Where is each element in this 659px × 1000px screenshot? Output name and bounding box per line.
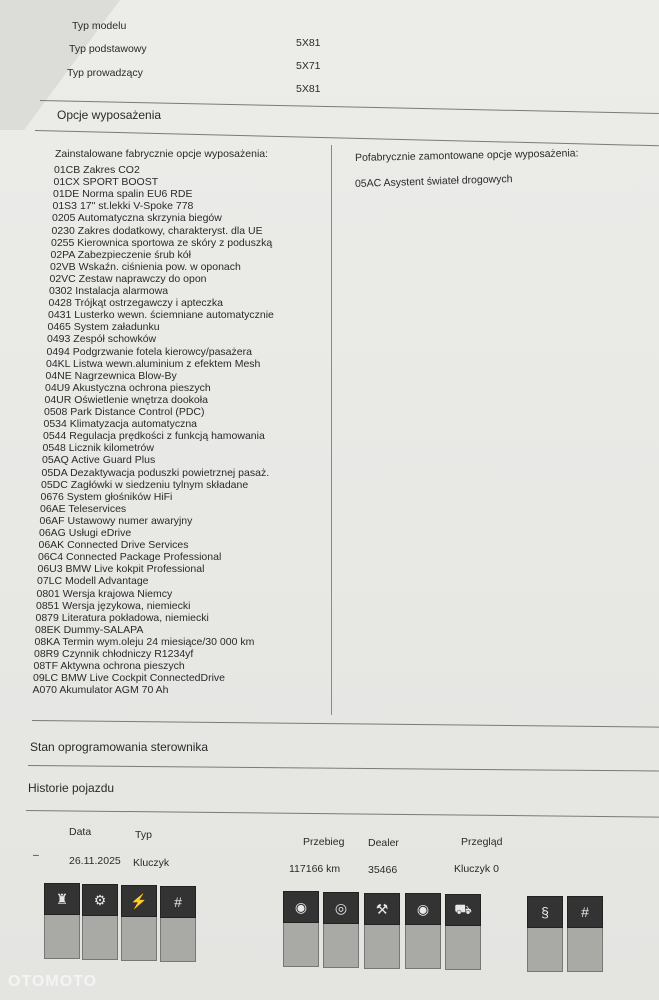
history-section-title: Historie pojazdu <box>28 781 115 795</box>
factory-option: 07LC Modell Advantage <box>37 575 149 588</box>
header-label-1: Typ podstawowy <box>69 43 147 55</box>
row-type: Kluczyk <box>133 857 170 869</box>
factory-option: 0544 Regulacja prędkości z funkcją hamowania <box>43 430 265 443</box>
service-tools-icon: ⚒ <box>364 893 400 969</box>
factory-option: 05DC Zagłówki w siedzeniu tylnym składane <box>41 478 249 491</box>
col-mileage: Przebieg <box>303 836 345 848</box>
factory-option: 04UR Oświetlenie wnętrza dookoła <box>44 393 208 406</box>
brake-pads-icon: ◉ <box>283 891 319 967</box>
factory-option: 0302 Instalacja alarmowa <box>49 285 169 297</box>
otomoto-watermark: OTOMOTO <box>8 973 98 990</box>
row-marker: – <box>33 849 39 861</box>
col-dealer: Dealer <box>368 837 399 849</box>
factory-option: 0205 Automatyczna skrzynia biegów <box>52 212 222 225</box>
col-inspection: Przegląd <box>461 836 503 848</box>
factory-option: 0230 Zakres dodatkowy, charakteryst. dla UE <box>51 224 263 237</box>
header-value-1: 5X71 <box>296 60 321 72</box>
factory-option: 0494 Podgrzwanie fotela kierowcy/pasażera <box>46 345 252 358</box>
factory-option: 06U3 BMW Live kokpit Professional <box>37 563 205 576</box>
row-dealer: 35466 <box>368 864 398 876</box>
vehicle-lift-icon: ⛟ <box>445 894 481 970</box>
factory-option: 02PA Zabezpieczenie śrub kół <box>50 248 191 261</box>
header-label-2: Typ prowadzący <box>67 67 143 79</box>
legal-inspection-icon: § <box>527 896 563 972</box>
factory-option: 02VB Wskaźn. ciśnienia pow. w oponach <box>50 260 241 273</box>
brake-discs-icon: ◉ <box>405 893 441 969</box>
factory-option: 06AF Ustawowy numer awaryjny <box>39 514 193 527</box>
factory-option: 08KA Termin wym.oleju 24 miesiące/30 000 km <box>34 635 255 648</box>
factory-option: 04NE Nagrzewnica Blow-By <box>45 369 177 382</box>
factory-option: 04KL Listwa wewn.aluminium z efektem Mesh <box>46 357 261 370</box>
factory-option: 02VC Zestaw naprawczy do opon <box>49 272 207 285</box>
factory-option: 08EK Dummy-SALAPA <box>35 623 144 636</box>
factory-option: 05AQ Active Guard Plus <box>42 454 156 467</box>
diesel-filter-icon: # <box>160 886 196 962</box>
factory-option: 0879 Literatura pokładowa, niemiecki <box>35 611 209 624</box>
col-date: Data <box>69 826 92 838</box>
factory-option: 0548 Licznik kilometrów <box>42 442 154 455</box>
row-mileage: 117166 km <box>289 863 341 875</box>
factory-option: 0255 Kierownica sportowa ze skóry z poduszką <box>51 236 273 249</box>
factory-option: 0851 Wersja językowa, niemiecki <box>36 599 191 612</box>
brake-fluid-icon: ◎ <box>323 892 359 968</box>
header-value-0: 5X81 <box>296 37 321 49</box>
factory-option: 0676 System głośników HiFi <box>40 490 173 503</box>
emission-test-icon: # <box>567 896 603 972</box>
factory-option: 0465 System załadunku <box>47 321 160 334</box>
col-type: Typ <box>135 829 152 841</box>
factory-option: 0428 Trójkąt ostrzegawczy i apteczka <box>48 297 224 310</box>
engine-filter-icon: ⚙ <box>82 884 118 960</box>
factory-option: 01DE Norma spalin EU6 RDE <box>53 188 193 201</box>
options-section-title: Opcje wyposażenia <box>57 108 162 122</box>
factory-option: 01CX SPORT BOOST <box>53 176 159 189</box>
factory-option: 0534 Klimatyzacja automatyczna <box>43 418 197 431</box>
factory-option: A070 Akumulator AGM 70 Ah <box>32 684 169 697</box>
row-date: 26.11.2025 <box>69 855 121 867</box>
oil-can-icon: ♜ <box>44 883 80 959</box>
software-section-title: Stan oprogramowania sterownika <box>30 740 209 754</box>
factory-option: 09LC BMW Live Cockpit ConnectedDrive <box>33 672 225 685</box>
retrofit-option-0: 05AC Asystent świateł drogowych <box>354 173 513 190</box>
header-value-2: 5X81 <box>296 83 321 95</box>
column-divider <box>331 145 332 715</box>
header-label-0: Typ modelu <box>72 20 127 32</box>
factory-option: 0431 Lusterko wewn. ściemniane automatycznie <box>48 309 274 322</box>
factory-option: 08R9 Czynnik chłodniczy R1234yf <box>34 648 194 660</box>
factory-option: 01S3 17" st.lekki V-Spoke 778 <box>52 200 194 213</box>
factory-option: 05DA Dezaktywacja poduszki powietrznej pasaż. <box>41 466 270 479</box>
factory-option: 06AE Teleservices <box>40 502 127 515</box>
factory-option: 0493 Zespół schowków <box>47 333 157 346</box>
factory-option: 06AK Connected Drive Services <box>38 539 189 552</box>
factory-option: 08TF Aktywna ochrona pieszych <box>33 660 185 673</box>
factory-option: 06C4 Connected Package Professional <box>38 551 222 564</box>
factory-options-heading: Zainstalowane fabrycznie opcje wyposażenia: <box>55 148 269 160</box>
factory-option: 0508 Park Distance Control (PDC) <box>44 406 205 418</box>
factory-option: 04U9 Akustyczna ochrona pieszych <box>45 381 211 394</box>
retrofit-options-heading: Pofabrycznie zamontowane opcje wyposażenia: <box>354 147 579 164</box>
row-inspection: Kluczyk 0 <box>454 863 499 875</box>
factory-option: 01CB Zakres CO2 <box>54 164 140 176</box>
factory-option: 0801 Wersja krajowa Niemcy <box>36 587 173 600</box>
factory-option: 06AG Usługi eDrive <box>39 527 132 539</box>
spark-plug-icon: ⚡ <box>121 885 157 961</box>
